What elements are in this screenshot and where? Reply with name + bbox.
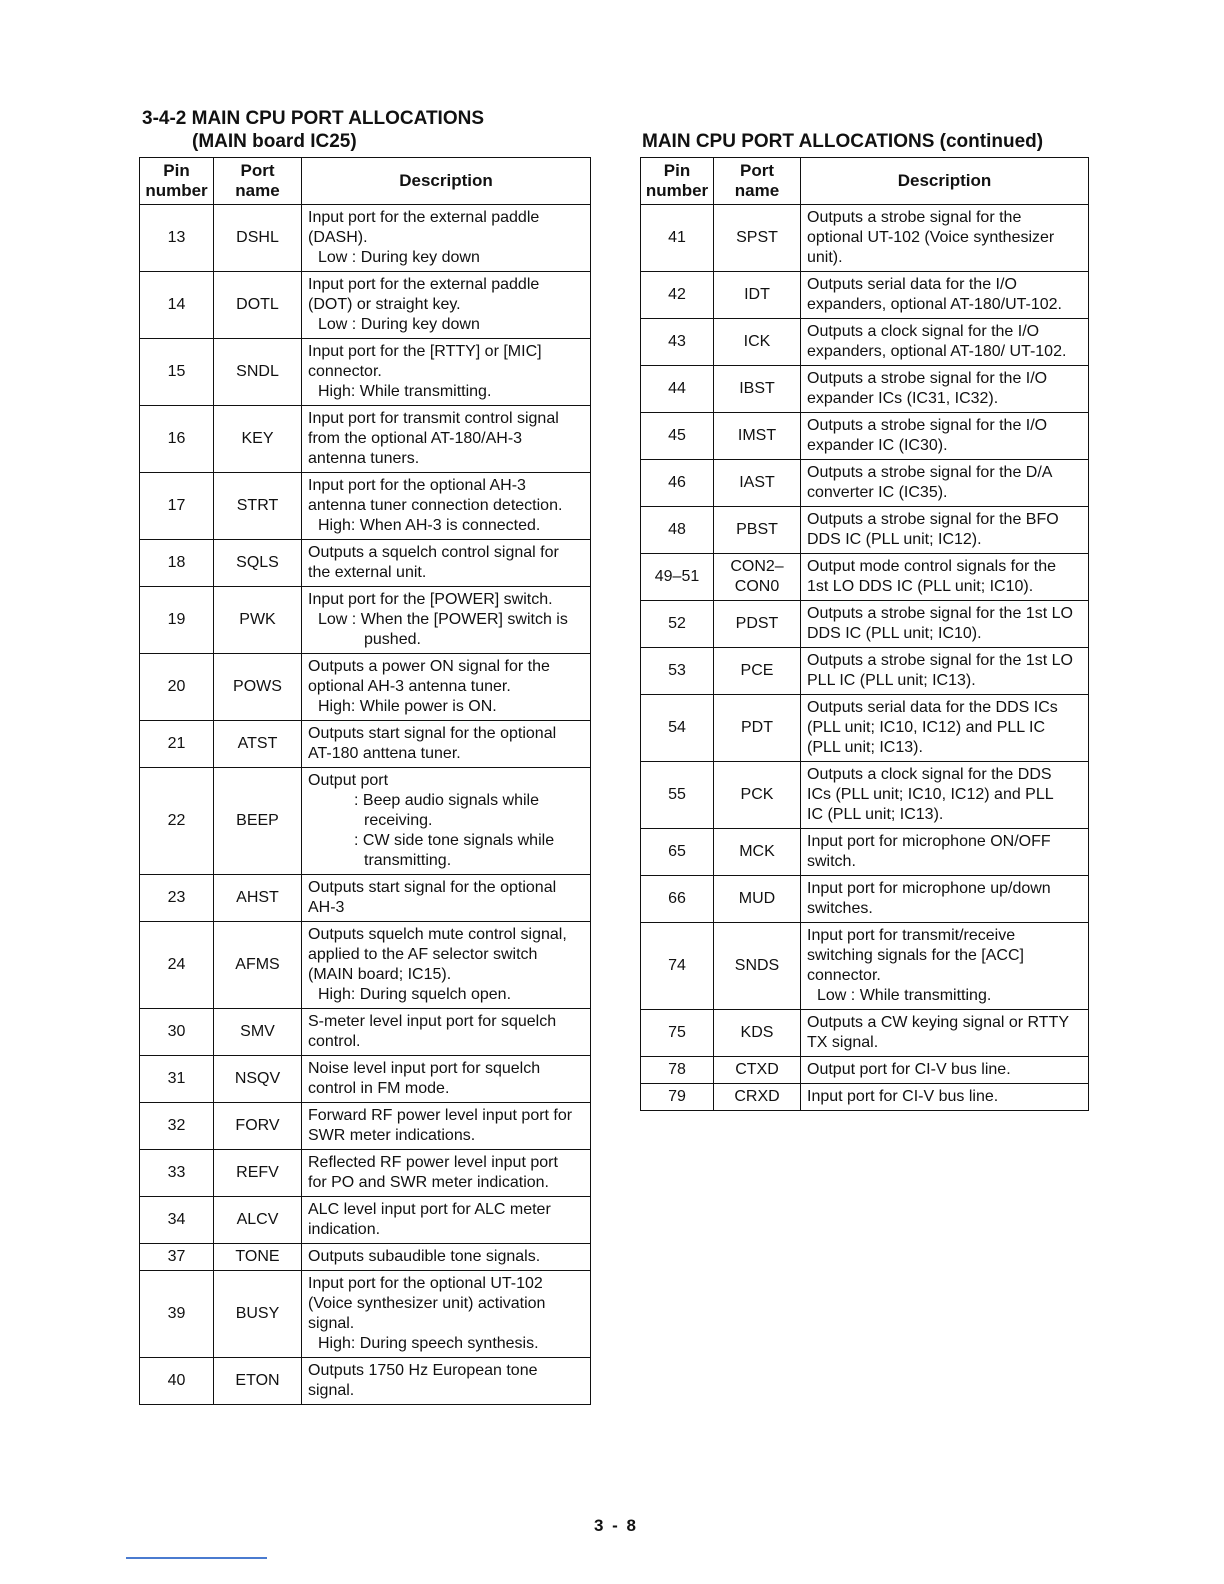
table-row — [140, 1150, 591, 1197]
pin-number-cell: 49–51 — [641, 554, 714, 601]
description-cell — [801, 413, 1089, 460]
pin-number-cell: 13 — [140, 205, 214, 272]
description-line: Outputs 1750 Hz European tone — [308, 1362, 538, 1379]
table-row — [140, 1197, 591, 1244]
port-name-cell: PDT — [714, 695, 801, 762]
pin-number-cell: 75 — [641, 1010, 714, 1057]
pin-number-cell: 74 — [641, 923, 714, 1010]
description-line: TX signal. — [807, 1034, 879, 1051]
description-line: Outputs a strobe signal for the BFO — [807, 511, 1059, 528]
pin-number-cell: 53 — [641, 648, 714, 695]
pin-number-cell: 65 — [641, 829, 714, 876]
description-cell — [801, 507, 1089, 554]
description-line: Low : During key down — [318, 249, 480, 266]
table-header-row — [140, 158, 591, 205]
pin-number-cell: 46 — [641, 460, 714, 507]
description-line: optional UT-102 (Voice synthesizer — [807, 229, 1055, 246]
description-line: AT-180 anttena tuner. — [308, 745, 461, 762]
port-name-cell: IBST — [714, 366, 801, 413]
port-name-cell: KDS — [714, 1010, 801, 1057]
table-row — [641, 507, 1089, 554]
port-name-cell: TONE — [214, 1244, 302, 1271]
description-cell — [801, 272, 1089, 319]
port-name-cell: PCE — [714, 648, 801, 695]
description-line: switching signals for the [ACC] — [807, 947, 1024, 964]
description-cell — [302, 540, 591, 587]
port-name-cell: CRXD — [714, 1084, 801, 1111]
description-line: SWR meter indications. — [308, 1127, 476, 1144]
description-line: converter IC (IC35). — [807, 484, 948, 501]
description-cell — [302, 1197, 591, 1244]
pin-number-cell: 44 — [641, 366, 714, 413]
port-name-cell: POWS — [214, 654, 302, 721]
table-row — [140, 768, 591, 875]
description-line: Forward RF power level input port for — [308, 1107, 573, 1124]
left-table-body — [140, 205, 591, 1405]
table-row — [140, 1103, 591, 1150]
pin-number-cell: 41 — [641, 205, 714, 272]
pin-number-cell: 19 — [140, 587, 214, 654]
port-name-cell: IDT — [714, 272, 801, 319]
description-line: DDS IC (PLL unit; IC12). — [807, 531, 982, 548]
description-line: Input port for microphone up/down — [807, 880, 1051, 897]
description-line: Input port for the [RTTY] or [MIC] — [308, 343, 542, 360]
description-line: Input port for microphone ON/OFF — [807, 833, 1051, 850]
description-cell — [302, 1244, 591, 1271]
description-line: IC (PLL unit; IC13). — [807, 806, 944, 823]
description-line: expanders, optional AT-180/UT-102. — [807, 296, 1062, 313]
port-name-cell: BUSY — [214, 1271, 302, 1358]
description-line: (DOT) or straight key. — [308, 296, 461, 313]
table-row — [641, 366, 1089, 413]
port-name-cell: CTXD — [714, 1057, 801, 1084]
port-name-cell: PCK — [714, 762, 801, 829]
table-row — [641, 1010, 1089, 1057]
port-name-cell: REFV — [214, 1150, 302, 1197]
pin-number-cell: 33 — [140, 1150, 214, 1197]
header-pin-number: Pin number — [140, 158, 214, 205]
port-name-cell: BEEP — [214, 768, 302, 875]
description-line: control. — [308, 1033, 361, 1050]
port-table-left — [139, 157, 591, 1405]
description-line: ICs (PLL unit; IC10, IC12) and PLL — [807, 786, 1054, 803]
pin-number-cell: 34 — [140, 1197, 214, 1244]
description-line: Outputs a clock signal for the I/O — [807, 323, 1040, 340]
footer-rule — [126, 1557, 267, 1559]
description-cell — [801, 1057, 1089, 1084]
port-name-cell: SNDS — [714, 923, 801, 1010]
description-cell — [302, 473, 591, 540]
description-line: ALC level input port for ALC meter — [308, 1201, 551, 1218]
description-line: AH-3 — [308, 899, 345, 916]
description-cell — [801, 554, 1089, 601]
description-line: Input port for transmit/receive — [807, 927, 1016, 944]
description-cell — [302, 205, 591, 272]
port-name-cell: ICK — [714, 319, 801, 366]
description-cell — [801, 366, 1089, 413]
port-name-cell: SMV — [214, 1009, 302, 1056]
port-name-cell: SNDL — [214, 339, 302, 406]
description-cell — [302, 1150, 591, 1197]
description-line: Input port for the optional UT-102 — [308, 1275, 543, 1292]
description-line: signal. — [308, 1382, 355, 1399]
table-row — [140, 473, 591, 540]
description-line: (Voice synthesizer unit) activation — [308, 1295, 546, 1312]
table-row — [641, 1057, 1089, 1084]
pin-number-cell: 78 — [641, 1057, 714, 1084]
description-line: from the optional AT-180/AH-3 — [308, 430, 523, 447]
header-description: Description — [302, 158, 591, 205]
description-line: control in FM mode. — [308, 1080, 450, 1097]
port-name-cell: AFMS — [214, 922, 302, 1009]
table-row — [641, 413, 1089, 460]
table-row — [641, 319, 1089, 366]
description-cell — [302, 1103, 591, 1150]
port-name-cell: MUD — [714, 876, 801, 923]
description-cell — [801, 1084, 1089, 1111]
description-cell — [801, 695, 1089, 762]
table-row — [140, 922, 591, 1009]
table-row — [641, 876, 1089, 923]
port-name-cell: NSQV — [214, 1056, 302, 1103]
table-row — [140, 406, 591, 473]
description-line: Outputs squelch mute control signal, — [308, 926, 567, 943]
description-line: Outputs a strobe signal for the D/A — [807, 464, 1053, 481]
description-line: Input port for the optional AH-3 — [308, 477, 526, 494]
description-cell — [302, 1056, 591, 1103]
description-line: High: During speech synthesis. — [318, 1335, 539, 1352]
description-line: High: While power is ON. — [318, 698, 497, 715]
description-cell — [302, 1358, 591, 1405]
table-row — [140, 1271, 591, 1358]
pin-number-cell: 55 — [641, 762, 714, 829]
table-row — [140, 1056, 591, 1103]
description-line: unit). — [807, 249, 843, 266]
description-line: (PLL unit; IC10, IC12) and PLL IC — [807, 719, 1046, 736]
description-cell — [302, 922, 591, 1009]
port-name-cell: PDST — [714, 601, 801, 648]
description-line: Output mode control signals for the — [807, 558, 1057, 575]
description-cell — [302, 339, 591, 406]
pin-number-cell: 16 — [140, 406, 214, 473]
description-line: expander ICs (IC31, IC32). — [807, 390, 999, 407]
table-row — [641, 648, 1089, 695]
description-line: Outputs serial data for the DDS ICs — [807, 699, 1058, 716]
description-cell — [302, 587, 591, 654]
header-port-name: Port name — [214, 158, 302, 205]
pin-number-cell: 39 — [140, 1271, 214, 1358]
pin-number-cell: 15 — [140, 339, 214, 406]
pin-number-cell: 14 — [140, 272, 214, 339]
description-line: Outputs a strobe signal for the I/O — [807, 417, 1048, 434]
description-line: Outputs a CW keying signal or RTTY — [807, 1014, 1070, 1031]
port-name-cell: DOTL — [214, 272, 302, 339]
description-cell — [302, 1009, 591, 1056]
table-row — [641, 923, 1089, 1010]
table-row — [140, 875, 591, 922]
port-name-cell: ALCV — [214, 1197, 302, 1244]
port-table-right — [640, 157, 1089, 1111]
description-line: expander IC (IC30). — [807, 437, 948, 454]
left-section-title — [142, 107, 484, 153]
table-row — [641, 601, 1089, 648]
description-cell — [801, 460, 1089, 507]
description-line: Low : While transmitting. — [817, 987, 992, 1004]
description-line: Outputs a strobe signal for the — [807, 209, 1022, 226]
right-section-title: MAIN CPU PORT ALLOCATIONS (continued) — [642, 131, 1044, 152]
description-cell — [302, 272, 591, 339]
description-line: connector. — [807, 967, 881, 984]
description-cell — [302, 768, 591, 875]
description-line: Low : When the [POWER] switch is — [318, 611, 568, 628]
description-line: Input port for CI-V bus line. — [807, 1088, 999, 1105]
table-row — [641, 554, 1089, 601]
table-row — [641, 1084, 1089, 1111]
pin-number-cell: 43 — [641, 319, 714, 366]
pin-number-cell: 66 — [641, 876, 714, 923]
description-cell — [302, 654, 591, 721]
page-number: 3 - 8 — [594, 1516, 639, 1535]
pin-number-cell: 37 — [140, 1244, 214, 1271]
table-header-row — [641, 158, 1089, 205]
description-line: Outputs a strobe signal for the 1st LO — [807, 652, 1073, 669]
port-name-cell: ETON — [214, 1358, 302, 1405]
description-line: (MAIN board; IC15). — [308, 966, 452, 983]
header-pin-number: Pin number — [641, 158, 714, 205]
table-row — [641, 829, 1089, 876]
description-line: indication. — [308, 1221, 381, 1238]
description-cell — [801, 762, 1089, 829]
description-line: Outputs a strobe signal for the 1st LO — [807, 605, 1073, 622]
description-line: switch. — [807, 853, 856, 870]
description-line: High: While transmitting. — [318, 383, 492, 400]
table-row — [140, 587, 591, 654]
description-cell — [801, 601, 1089, 648]
description-line: PLL IC (PLL unit; IC13). — [807, 672, 976, 689]
description-line: signal. — [308, 1315, 355, 1332]
description-line: Outputs a power ON signal for the — [308, 658, 550, 675]
description-line: : Beep audio signals while — [354, 792, 540, 809]
port-name-cell: AHST — [214, 875, 302, 922]
pin-number-cell: 23 — [140, 875, 214, 922]
description-line: Input port for the external paddle — [308, 209, 540, 226]
port-name-cell: SPST — [714, 205, 801, 272]
pin-number-cell: 21 — [140, 721, 214, 768]
left-title-line-1: 3-4-2 MAIN CPU PORT ALLOCATIONS — [142, 108, 485, 129]
description-line: antenna tuners. — [308, 450, 420, 467]
port-name-cell: MCK — [714, 829, 801, 876]
description-line: High: When AH-3 is connected. — [318, 517, 541, 534]
port-name-cell: DSHL — [214, 205, 302, 272]
table-row — [140, 1358, 591, 1405]
table-row — [641, 272, 1089, 319]
description-line: 1st LO DDS IC (PLL unit; IC10). — [807, 578, 1034, 595]
table-row — [140, 721, 591, 768]
description-line: Noise level input port for squelch — [308, 1060, 541, 1077]
description-line: applied to the AF selector switch — [308, 946, 538, 963]
description-line: Output port for CI-V bus line. — [807, 1061, 1011, 1078]
description-line: Outputs a squelch control signal for — [308, 544, 559, 561]
description-line: (PLL unit; IC13). — [807, 739, 923, 756]
pin-number-cell: 17 — [140, 473, 214, 540]
description-cell — [801, 319, 1089, 366]
table-row — [641, 460, 1089, 507]
description-line: transmitting. — [364, 852, 452, 869]
pin-number-cell: 40 — [140, 1358, 214, 1405]
right-table-body — [641, 205, 1089, 1111]
description-line: expanders, optional AT-180/ UT-102. — [807, 343, 1067, 360]
left-title-line-2: (MAIN board IC25) — [192, 131, 357, 152]
pin-number-cell: 54 — [641, 695, 714, 762]
pin-number-cell: 24 — [140, 922, 214, 1009]
description-cell — [801, 923, 1089, 1010]
table-row — [641, 205, 1089, 272]
description-line: Low : During key down — [318, 316, 480, 333]
description-line: for PO and SWR meter indication. — [308, 1174, 549, 1191]
description-line: High: During squelch open. — [318, 986, 512, 1003]
description-line: antenna tuner connection detection. — [308, 497, 563, 514]
pin-number-cell: 52 — [641, 601, 714, 648]
port-name-cell: CON2– CON0 — [714, 554, 801, 601]
pin-number-cell: 32 — [140, 1103, 214, 1150]
description-line: Outputs a strobe signal for the I/O — [807, 370, 1048, 387]
pin-number-cell: 48 — [641, 507, 714, 554]
port-name-cell: KEY — [214, 406, 302, 473]
port-name-cell: STRT — [214, 473, 302, 540]
description-line: connector. — [308, 363, 382, 380]
table-row — [140, 1009, 591, 1056]
pin-number-cell: 20 — [140, 654, 214, 721]
port-name-cell: ATST — [214, 721, 302, 768]
description-line: Input port for the [POWER] switch. — [308, 591, 553, 608]
table-row — [140, 1244, 591, 1271]
description-cell — [801, 648, 1089, 695]
description-cell — [801, 829, 1089, 876]
description-line: Outputs subaudible tone signals. — [308, 1248, 541, 1265]
port-name-cell: SQLS — [214, 540, 302, 587]
description-line: Outputs serial data for the I/O — [807, 276, 1017, 293]
description-line: (DASH). — [308, 229, 368, 246]
description-cell — [801, 876, 1089, 923]
description-cell — [801, 205, 1089, 272]
description-line: optional AH-3 antenna tuner. — [308, 678, 511, 695]
port-name-cell: PWK — [214, 587, 302, 654]
description-line: Input port for transmit control signal — [308, 410, 559, 427]
description-line: switches. — [807, 900, 873, 917]
description-line: : CW side tone signals while — [354, 832, 555, 849]
table-row — [140, 654, 591, 721]
description-line: S-meter level input port for squelch — [308, 1013, 557, 1030]
description-cell — [801, 1010, 1089, 1057]
description-line: DDS IC (PLL unit; IC10). — [807, 625, 982, 642]
port-name-cell: FORV — [214, 1103, 302, 1150]
header-port-name: Port name — [714, 158, 801, 205]
description-line: pushed. — [364, 631, 421, 648]
table-row — [140, 205, 591, 272]
description-line: Outputs start signal for the optional — [308, 725, 557, 742]
pin-number-cell: 22 — [140, 768, 214, 875]
pin-number-cell: 42 — [641, 272, 714, 319]
table-row — [140, 540, 591, 587]
port-name-cell: IMST — [714, 413, 801, 460]
description-line: Outputs a clock signal for the DDS — [807, 766, 1052, 783]
table-row — [140, 272, 591, 339]
port-name-cell: IAST — [714, 460, 801, 507]
description-line: Output port — [308, 772, 389, 789]
description-line: Outputs start signal for the optional — [308, 879, 557, 896]
description-cell — [302, 721, 591, 768]
table-row — [641, 695, 1089, 762]
description-cell — [302, 875, 591, 922]
pin-number-cell: 79 — [641, 1084, 714, 1111]
table-row — [641, 762, 1089, 829]
description-cell — [302, 406, 591, 473]
header-description: Description — [801, 158, 1089, 205]
pin-number-cell: 18 — [140, 540, 214, 587]
description-line: Input port for the external paddle — [308, 276, 540, 293]
port-name-cell: PBST — [714, 507, 801, 554]
pin-number-cell: 45 — [641, 413, 714, 460]
pin-number-cell: 31 — [140, 1056, 214, 1103]
pin-number-cell: 30 — [140, 1009, 214, 1056]
description-line: the external unit. — [308, 564, 427, 581]
description-line: receiving. — [364, 812, 433, 829]
description-cell — [302, 1271, 591, 1358]
table-row — [140, 339, 591, 406]
description-line: Reflected RF power level input port — [308, 1154, 558, 1171]
